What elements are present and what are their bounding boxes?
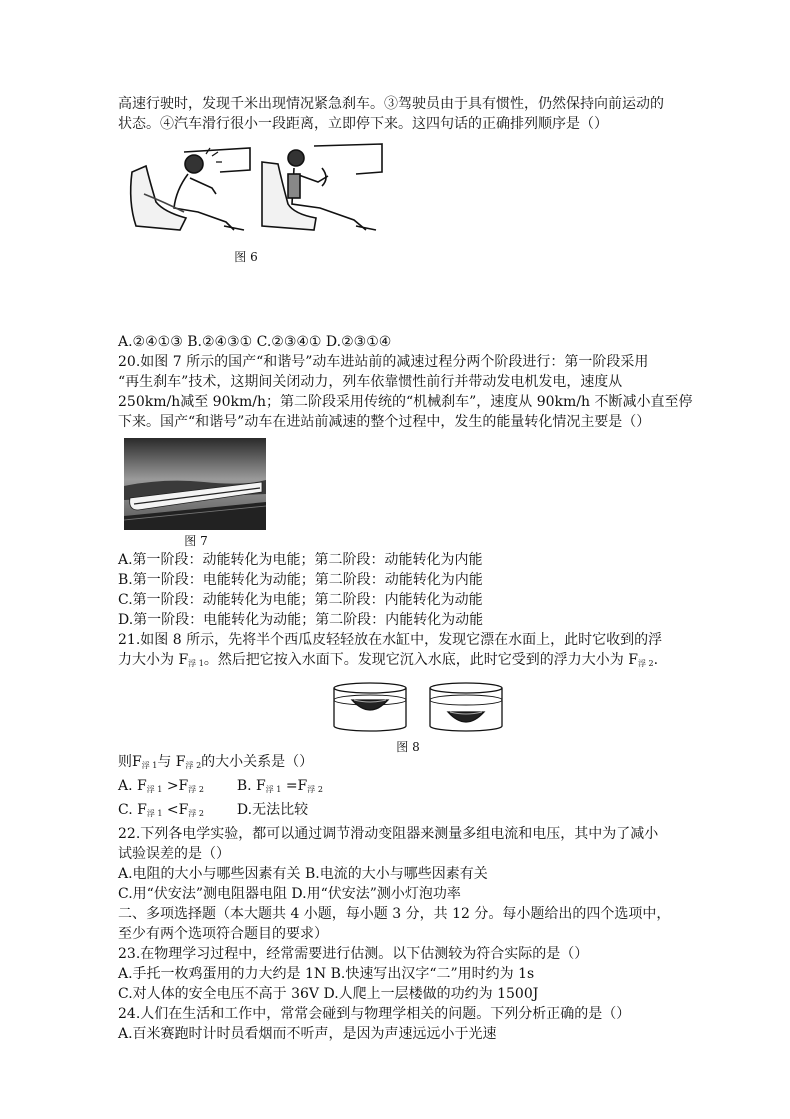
q21-line1: 21.如图 8 所示，先将半个西瓜皮轻轻放在水缸中，发现它漂在水面上，此时它收到的浮 xyxy=(118,632,663,648)
q22-line2: 试验误差的是（） xyxy=(118,846,230,862)
q21-opt-b-op: =F xyxy=(281,778,308,794)
q20-line2: “再生刹车”技术，这期间关闭动力，列车依靠惯性前行并带动发电机发电，速度从 xyxy=(118,374,623,390)
q21-sub1: 浮 1 xyxy=(188,659,204,668)
train-photo xyxy=(124,438,266,530)
figure-7-caption: 图 7 xyxy=(184,534,208,548)
q22-options-ab: A.电阻的大小与哪些因素有关 B.电流的大小与哪些因素有关 xyxy=(118,866,488,882)
q21-q-mid: 与 F xyxy=(157,754,186,770)
q21-line2-mid: 。然后把它按入水面下。发现它沉入水底，此时它受到的浮力大小为 F xyxy=(203,652,638,668)
q20-option-c: C.第一阶段：动能转化为电能；第二阶段：内能转化为动能 xyxy=(118,592,483,608)
q20-option-b: B.第一阶段：电能转化为动能；第二阶段：动能转化为内能 xyxy=(118,572,483,588)
q20-line3: 250km/h减至 90km/h；第二阶段采用传统的“机械刹车”，速度从 90km/h 不断减小直至停 xyxy=(118,394,693,410)
q19-line2: 状态。④汽车滑行很小一段距离，立即停下来。这四句话的正确排列顺序是（） xyxy=(118,116,608,132)
q21-line2-post: . xyxy=(653,652,659,668)
q21-opt-d: D.无法比较 xyxy=(236,802,309,818)
q24-line1: 24.人们在生活和工作中，常常会碰到与物理学相关的问题。下列分析正确的是（） xyxy=(118,1006,631,1022)
q21-opt-a-label: A. F xyxy=(118,778,147,794)
q20-line1: 20.如图 7 所示的国产“和谐号”动车进站前的减速过程分两个阶段进行：第一阶段采用 xyxy=(118,354,649,370)
exam-page xyxy=(118,94,693,1044)
driver-upright-drawing xyxy=(262,144,382,230)
q21-opt-c-sub1: 浮 1 xyxy=(146,809,163,818)
q21-line2-pre: 力大小为 F xyxy=(118,652,189,668)
q21-opt-c-op: <F xyxy=(162,802,189,818)
q19-line1: 高速行驶时，发现千米出现情况紧急刹车。③驾驶员由于具有惯性，仍然保持向前运动的 xyxy=(118,96,664,112)
q24-option-a: A.百米赛跑时计时员看烟而不听声，是因为声速远远小于光速 xyxy=(118,1026,497,1042)
q21-options-ab xyxy=(118,776,678,800)
q20-line4: 下来。国产“和谐号”动车在进站前减速的整个过程中，发生的能量转化情况主要是（） xyxy=(118,414,651,430)
figure-6-caption: 图 6 xyxy=(234,250,258,264)
q22-line1: 22.下列各电学实验，都可以通过调节滑动变阻器来测量多组电流和电压，其中为了减小 xyxy=(118,826,659,842)
q21-opt-a-sub1: 浮 1 xyxy=(146,785,163,794)
q21-opt-a-op: >F xyxy=(162,778,189,794)
q21-opt-b-label: B. F xyxy=(236,778,266,794)
q21-line2 xyxy=(118,650,678,674)
q23-line1: 23.在物理学习过程中，经常需要进行估测。以下估测较为符合实际的是（） xyxy=(118,946,589,962)
q21-q-sub1: 浮 1 xyxy=(141,761,158,770)
q20-option-a: A.第一阶段：动能转化为电能；第二阶段：动能转化为内能 xyxy=(118,552,483,568)
figure-6-illustration xyxy=(124,142,384,238)
q21-q-post: 的大小关系是（） xyxy=(201,754,314,770)
q23-options-cd: C.对人体的安全电压不高于 36V D.人爬上一层楼做的功约为 1500J xyxy=(118,986,539,1002)
q19-options: A.②④①③ B.②④③① C.②③④① D.②③①④ xyxy=(118,334,392,350)
driver-braking-drawing xyxy=(131,148,250,230)
q21-question xyxy=(118,752,678,776)
figure-6 xyxy=(118,142,678,282)
figure-8 xyxy=(118,680,678,752)
q21-opt-b-sub1: 浮 1 xyxy=(265,785,282,794)
q21-opt-c-label: C. F xyxy=(118,802,147,818)
section2-heading-line1: 二、多项选择题（本大题共 4 小题，每小题 3 分，共 12 分。每小题给出的四个选项中， xyxy=(118,906,671,922)
q20-option-d: D.第一阶段：电能转化为动能；第二阶段：内能转化为动能 xyxy=(118,612,484,628)
q21-opt-a-sub2: 浮 2 xyxy=(188,785,204,794)
q21-opt-b-sub2: 浮 2 xyxy=(307,785,323,794)
q21-q-pre: 则F xyxy=(118,754,142,770)
q23-options-ab: A.手托一枚鸡蛋用的力大约是 1N B.快速写出汉字“二”用时约为 1s xyxy=(118,966,535,982)
figure-8-caption: 图 8 xyxy=(396,740,420,754)
q21-q-sub2: 浮 2 xyxy=(185,761,202,770)
figure-7 xyxy=(118,438,678,550)
q22-options-cd: C.用“伏安法”测电阻器电阻 D.用“伏安法”测小灯泡功率 xyxy=(118,886,461,902)
q21-options-cd xyxy=(118,800,678,824)
q21-opt-c-sub2: 浮 2 xyxy=(188,809,205,818)
section2-heading-line2: 至少有两个选项符合题目的要求） xyxy=(118,926,328,942)
water-tanks-drawing xyxy=(330,680,506,736)
q21-sub2: 浮 2 xyxy=(637,659,654,668)
